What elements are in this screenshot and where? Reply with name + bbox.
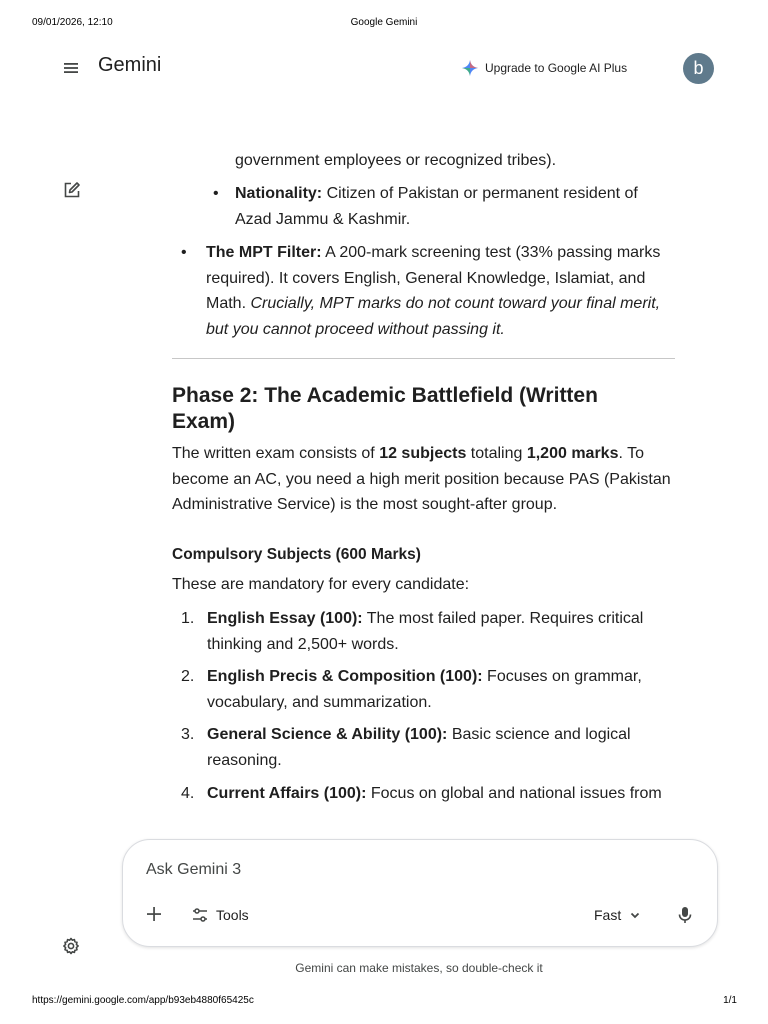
gear-icon[interactable] <box>62 937 80 955</box>
response-content: government employees or recognized tribes). • Nationality: Citizen of Pakistan or permanent resident of Azad Jammu & Kashmir. • The MPT Filter: A 200-mark screening test (33% passing marks required). It covers English, General Knowledge, Islamiat, and Math. Crucially, MPT marks do not count toward your final merit, but you cannot proceed without passing it. Phase 2: The Academic Battlefield (Written Exam) The written exam consists of 12 subjects totaling 1,200 marks. To become an AC, you need a high merit position because PAS (Pakistan Administrative Service) is the most sought-after group. Compulsory Subjects (600 Marks) These are mandatory for every candidate: 1. English Essay (100): The most failed paper. Requires critical thinking and 2,500+ words. 2. English Precis & Composition (100): Focuses on grammar, vocabulary, and summarization. 3. General Science & Ability (100): Basic science and logical reasoning. 4. Current Affairs (100): Focus on global and national issues from <box>172 100 677 802</box>
partial-text-line: government employees or recognized tribes). <box>235 152 557 169</box>
app-title[interactable]: Gemini <box>98 54 162 76</box>
print-datetime: 09/01/2026, 12:10 <box>32 17 113 28</box>
nationality-label: Nationality: <box>235 185 323 202</box>
chevron-down-icon <box>629 909 641 921</box>
paragraph-written-exam: The written exam consists of 12 subjects totaling 1,200 marks. To become an AC, you need a high merit position because PAS (Pakistan Administrative Service) is the most sought-after group. <box>172 445 671 513</box>
disclaimer-text: Gemini can make mistakes, so double-check it <box>295 961 543 975</box>
bullet: • <box>213 185 219 202</box>
tools-button[interactable] <box>192 905 249 925</box>
tune-icon <box>192 907 208 923</box>
mode-label: Fast <box>594 907 622 923</box>
print-page-title: Google Gemini <box>350 17 418 28</box>
plus-icon[interactable] <box>145 905 163 923</box>
top-bar <box>0 48 768 88</box>
menu-icon[interactable] <box>61 58 81 78</box>
prompt-composer <box>122 839 718 947</box>
print-url: https://gemini.google.com/app/b93eb4880f65425c <box>32 995 254 1006</box>
mode-selector[interactable] <box>594 905 641 925</box>
paragraph-mandatory: These are mandatory for every candidate: <box>172 576 470 593</box>
avatar[interactable]: b <box>683 53 714 84</box>
mic-icon[interactable] <box>676 905 694 925</box>
upgrade-button[interactable] <box>462 58 627 78</box>
mpt-label: The MPT Filter: <box>206 244 322 261</box>
tools-label: Tools <box>216 907 249 923</box>
print-header <box>0 17 768 31</box>
upgrade-label: Upgrade to Google AI Plus <box>485 61 628 75</box>
prompt-input[interactable]: Ask Gemini 3 <box>146 861 242 878</box>
gemini-spark-icon <box>462 60 478 76</box>
section-heading: Phase 2: The Academic Battlefield (Written Exam) <box>172 384 598 433</box>
subsection-heading: Compulsory Subjects (600 Marks) <box>172 546 421 563</box>
divider <box>172 358 675 359</box>
bullet: • <box>181 244 187 261</box>
print-page-number: 1/1 <box>723 995 737 1006</box>
edit-icon[interactable] <box>63 181 81 199</box>
